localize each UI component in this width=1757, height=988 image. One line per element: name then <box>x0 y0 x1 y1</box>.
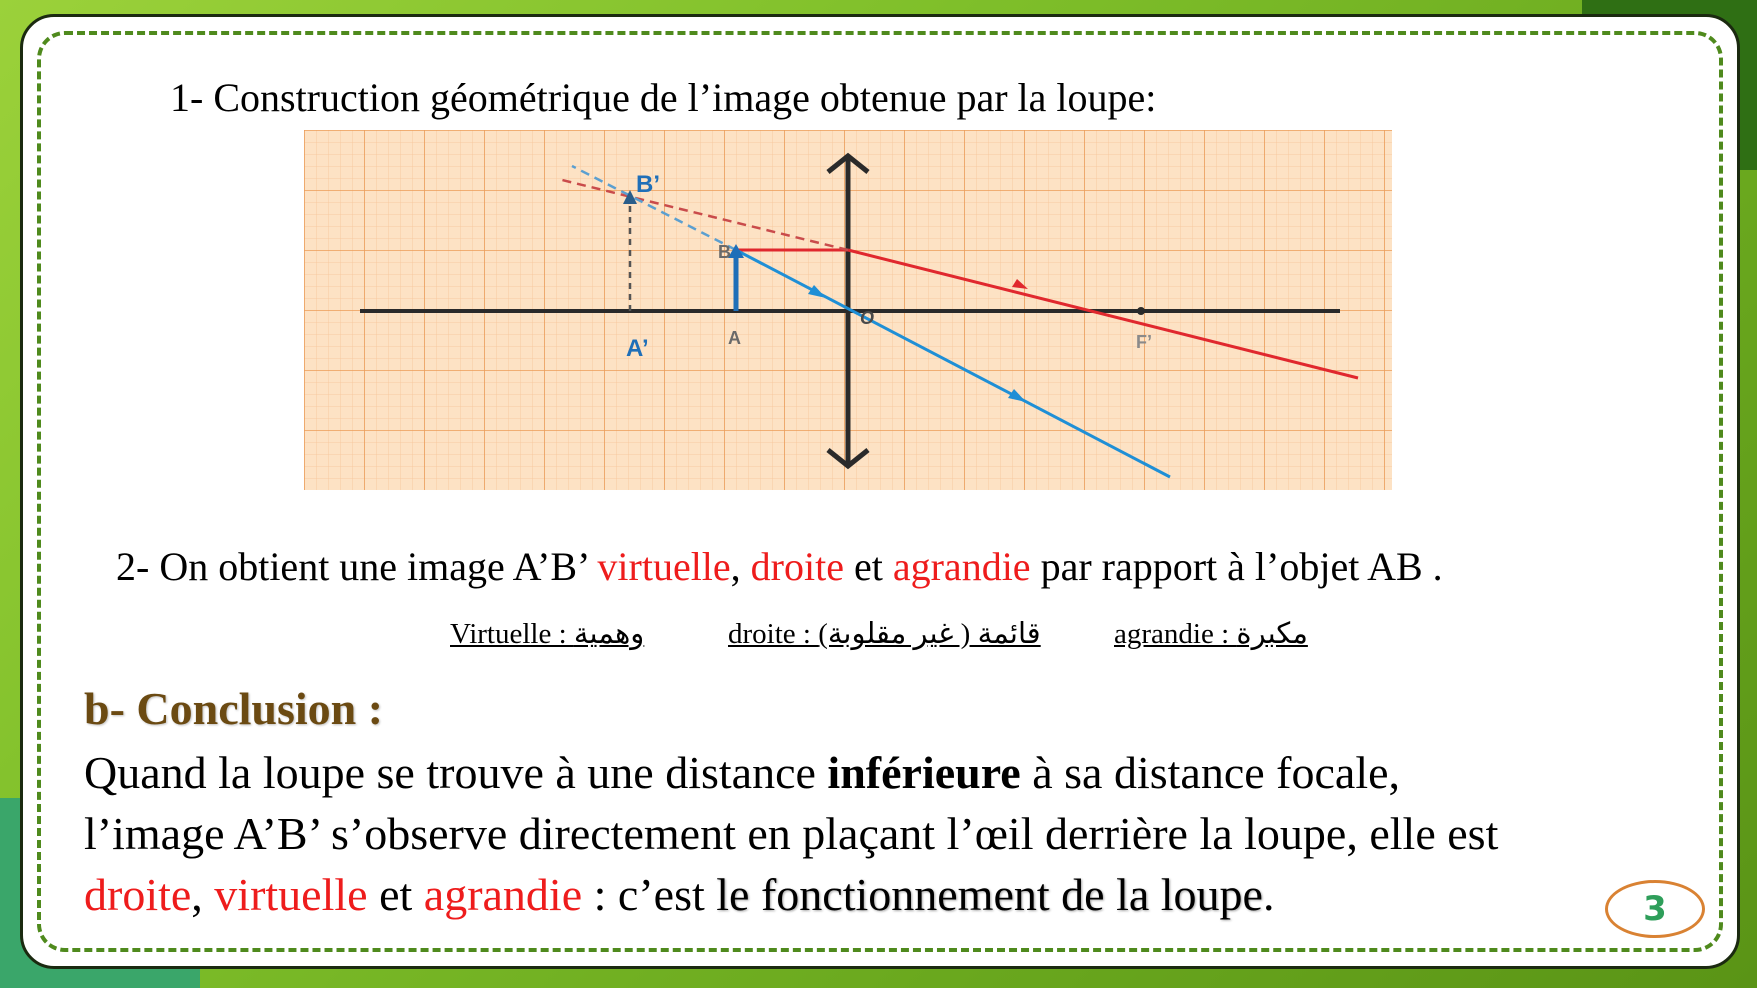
conclusion-line3-end: . <box>1262 869 1275 920</box>
label-o: O <box>860 308 875 328</box>
vocab-droite: droite : قائمة ( غير مقلوبة) <box>728 618 1041 650</box>
section2-separator-2: et <box>843 544 893 589</box>
conclusion-line-2: l’image A’B’ s’observe directement en plaçant l’œil derrière la loupe, elle est <box>84 808 1499 859</box>
label-b: B <box>718 242 731 262</box>
vocab-virtuelle: Virtuelle : وهمية <box>450 618 645 650</box>
vocab-agrandie: agrandie : مكبرة <box>1114 618 1308 650</box>
section2-word-droite: droite <box>750 544 844 589</box>
conclusion-line1-end: à sa distance focale, <box>1020 747 1401 798</box>
section2-sentence <box>116 543 1443 590</box>
conclusion-line-1 <box>84 746 1400 799</box>
optics-diagram <box>304 130 1392 490</box>
focal-point <box>1137 307 1145 315</box>
conclusion-word-agrandie: agrandie <box>423 869 583 920</box>
conclusion-word-virtuelle: virtuelle <box>214 869 368 920</box>
conclusion-line-3 <box>84 868 1274 921</box>
conclusion-line1-start: Quand la loupe se trouve à une distance <box>84 747 828 798</box>
section2-separator-1: , <box>730 544 751 589</box>
label-f-prime: F’ <box>1136 332 1152 352</box>
conclusion-word-droite: droite <box>84 869 192 920</box>
conclusion-title: b- Conclusion : <box>84 683 384 734</box>
conclusion-line3-separator-1: , <box>191 869 215 920</box>
section2-word-agrandie: agrandie <box>892 544 1031 589</box>
section2-suffix: par rapport à l’objet AB . <box>1030 544 1443 589</box>
conclusion-line1-bold: inférieure <box>827 747 1021 798</box>
conclusion-line3-middle: : c’est <box>582 869 717 920</box>
conclusion-line3-emphasis: le fonctionnement de la loupe <box>716 869 1263 920</box>
section2-prefix: 2- On obtient une image A’B’ <box>116 544 598 589</box>
page-number-badge: 3 <box>1605 880 1705 938</box>
section2-word-virtuelle: virtuelle <box>597 544 731 589</box>
label-a: A <box>728 328 741 348</box>
conclusion-line3-separator-2: et <box>367 869 424 920</box>
label-a-prime: A’ <box>626 335 649 362</box>
section1-heading: 1- Construction géométrique de l’image obtenue par la loupe: <box>170 75 1157 120</box>
label-b-prime: B’ <box>636 171 660 198</box>
